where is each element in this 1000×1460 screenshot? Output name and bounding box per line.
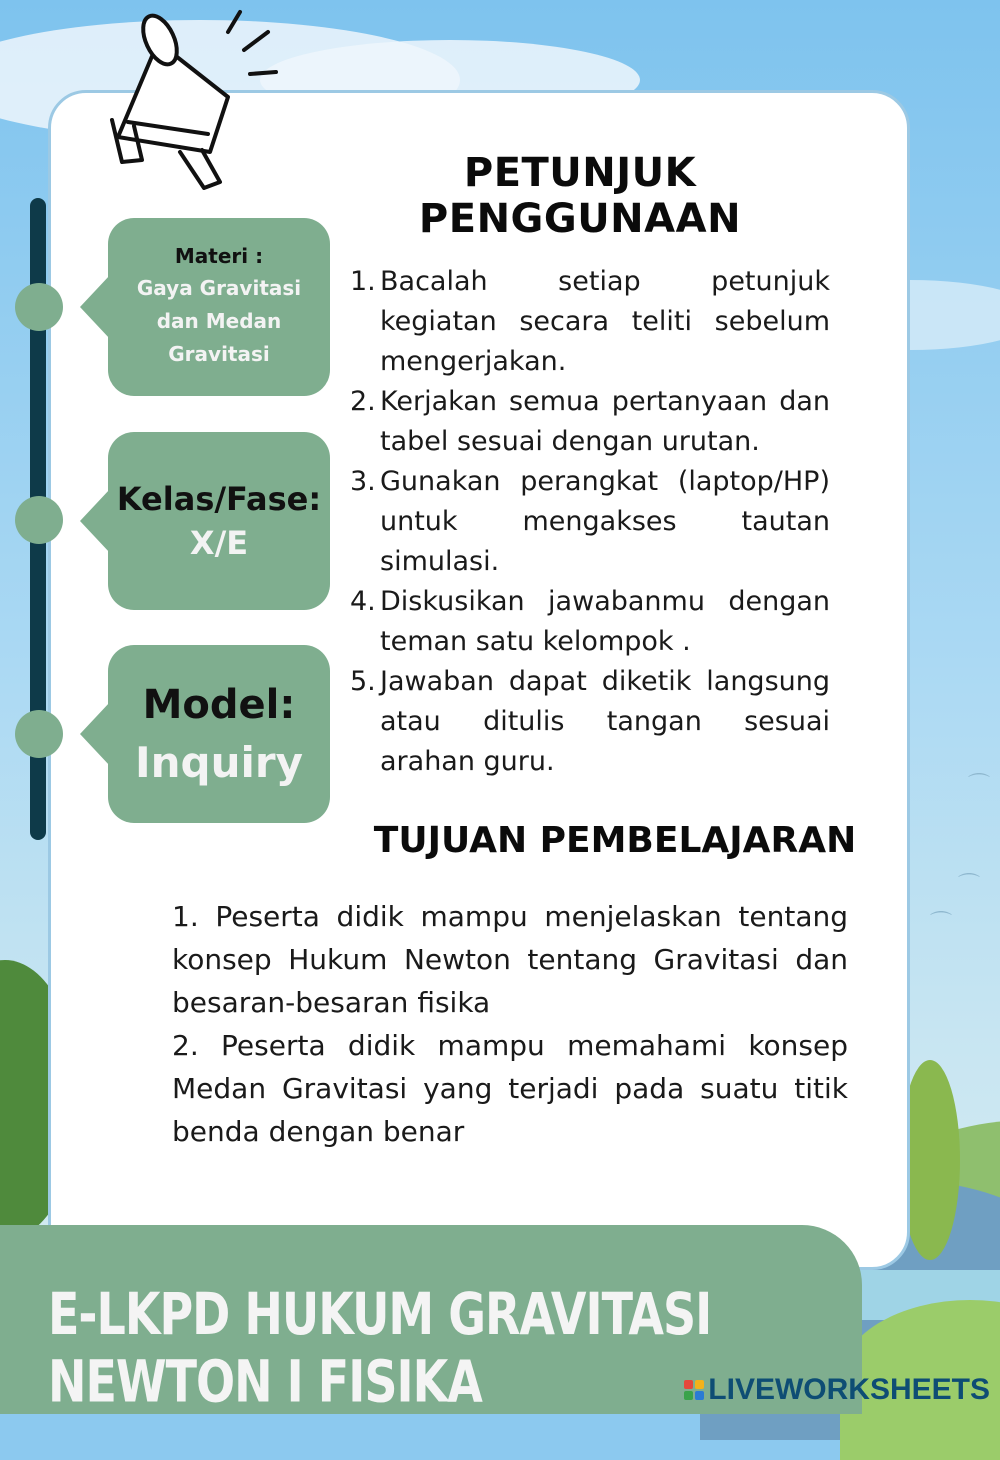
- timeline-dot: [15, 710, 63, 758]
- brand-text: LIVEWORKSHEETS: [708, 1373, 990, 1406]
- liveworksheets-logo-icon: [684, 1380, 704, 1400]
- bird-icon: ⌒: [968, 773, 991, 798]
- step-number: 2.: [350, 386, 376, 417]
- goals-title: TUJUAN PEMBELAJARAN: [373, 820, 857, 861]
- model-value: Inquiry: [135, 737, 303, 787]
- megaphone-icon: [98, 2, 283, 197]
- step-text: Kerjakan semua pertanyaan dan tabel sesuai dengan urutan.: [380, 386, 830, 457]
- list-item: [350, 662, 830, 782]
- model-label: Model:: [142, 681, 296, 728]
- instruction-list: [350, 262, 830, 782]
- kelas-label: Kelas/Fase:: [116, 480, 322, 518]
- step-number: 4.: [350, 586, 376, 617]
- page-title: PETUNJUK PENGGUNAAN: [418, 150, 742, 242]
- kelas-tag: [108, 432, 330, 610]
- step-text: Gunakan perangkat (laptop/HP) untuk mengakses tautan simulasi.: [380, 466, 830, 577]
- step-text: Jawaban dapat diketik langsung atau ditulis tangan sesuai arahan guru.: [380, 666, 830, 777]
- step-number: 5.: [350, 666, 376, 697]
- list-item: [350, 382, 830, 462]
- list-item: [350, 582, 830, 662]
- step-text: Diskusikan jawabanmu dengan teman satu kelompok .: [380, 586, 830, 657]
- bird-icon: ⌒: [930, 911, 953, 936]
- step-number: 1.: [350, 266, 376, 297]
- timeline-dot: [15, 283, 63, 331]
- goals-list: [172, 895, 848, 1153]
- materi-label: Materi :: [174, 243, 264, 268]
- step-text: Bacalah setiap petunjuk kegiatan secara teliti sebelum mengerjakan.: [380, 266, 830, 377]
- kelas-value: X/E: [189, 524, 249, 562]
- liveworksheets-brand[interactable]: [684, 1372, 990, 1408]
- list-item: [350, 262, 830, 382]
- model-tag: [108, 645, 330, 823]
- materi-value: Gaya Gravitasi dan Medan Gravitasi: [136, 275, 302, 366]
- step-number: 3.: [350, 466, 376, 497]
- footer-title: E-LKPD HUKUM GRAVITASI NEWTON I FISIKA: [48, 1280, 712, 1415]
- goal-item: 1. Peserta didik mampu menjelaskan tentang konsep Hukum Newton tentang Gravitasi dan besaran-besaran fisika: [172, 900, 848, 1019]
- bird-icon: ⌒: [958, 873, 981, 898]
- timeline-dot: [15, 496, 63, 544]
- materi-tag: [108, 218, 330, 396]
- list-item: [350, 462, 830, 582]
- goal-item: 2. Peserta didik mampu memahami konsep Medan Gravitasi yang terjadi pada suatu titik benda dengan benar: [172, 1029, 848, 1148]
